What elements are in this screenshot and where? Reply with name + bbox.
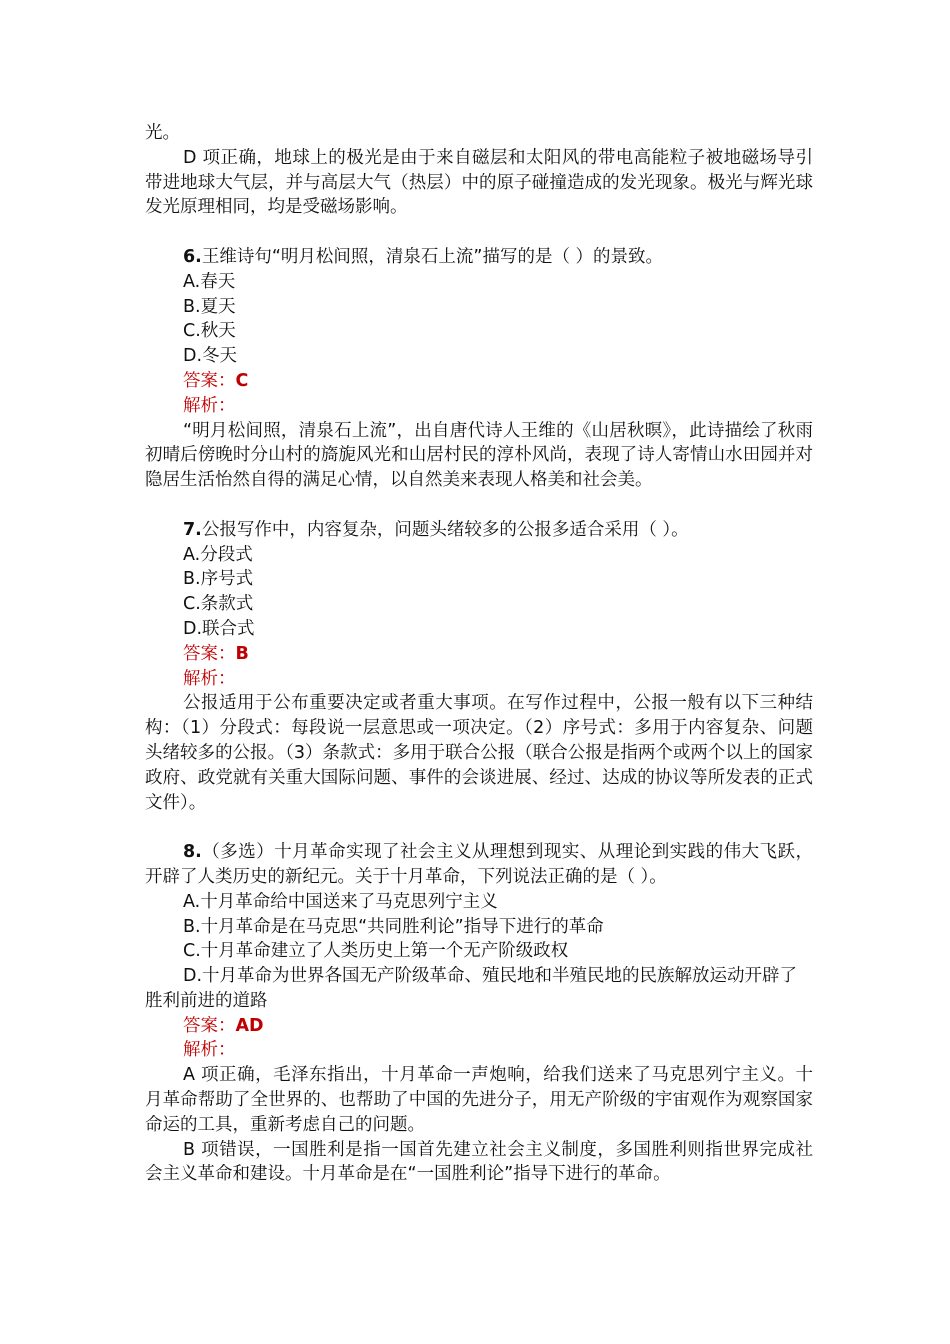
- analysis-text: B 项错误，一国胜利是指一国首先建立社会主义制度，多国胜利则指世界完成社会主义革命和建设。十月革命是在“一国胜利论”指导下进行的革命。: [145, 1139, 813, 1185]
- answer-label: 答案：: [183, 1015, 236, 1036]
- answer-value: B: [235, 643, 249, 664]
- spacer: [145, 220, 813, 245]
- answer-value: AD: [235, 1015, 264, 1036]
- question-text: 王维诗句“明月松间照，清泉石上流”描写的是（ ）的景致。: [201, 246, 664, 267]
- option-a: A.十月革命给中国送来了马克思列宁主义: [183, 891, 498, 912]
- document-page: [145, 121, 813, 1187]
- answer-value: C: [235, 370, 249, 391]
- option-c: C.十月革命建立了人类历史上第一个无产阶级政权: [183, 941, 569, 962]
- previous-paragraph-tail: 光。: [145, 123, 180, 143]
- option-c: C.秋天: [183, 321, 236, 342]
- option-d: D.十月革命为世界各国无产阶级革命、殖民地和半殖民地的民族解放运动开辟了胜利前进的道路: [145, 966, 798, 1011]
- answer-line: [145, 369, 813, 394]
- analysis-label: 解析：: [183, 1040, 236, 1061]
- analysis-label: 解析：: [183, 668, 236, 689]
- answer-line: [145, 1014, 813, 1039]
- option-c: C.条款式: [183, 594, 254, 615]
- option-d: D.冬天: [183, 346, 238, 367]
- question-stem: [145, 840, 813, 890]
- question-text: 公报写作中，内容复杂，问题头绪较多的公报多适合采用（ ）。: [201, 519, 689, 540]
- answer-line: [145, 642, 813, 667]
- option-a: A.春天: [183, 271, 236, 292]
- question-stem: [145, 245, 813, 270]
- analysis-label: 解析：: [183, 395, 236, 416]
- answer-label: 答案：: [183, 643, 236, 664]
- question-7: [145, 518, 813, 816]
- option-d-explanation: D 项正确，地球上的极光是由于来自磁层和太阳风的带电高能粒子被地磁场导引带进地球大气层，并与高层大气（热层）中的原子碰撞造成的发光现象。极光与辉光球发光原理相同，均是受磁场影响。: [145, 147, 813, 218]
- question-number: 7.: [183, 519, 202, 540]
- analysis-text: 公报适用于公布重要决定或者重大事项。在写作过程中，公报一般有以下三种结构：（1）分段式：每段说一层意思或一项决定。（2）序号式：多用于内容复杂、问题头绪较多的公报。（3）条款式：多用于联合公报（联合公报是指两个或两个以上的国家政府、政党就有关重大国际问题、事件的会谈进展、经过、达成的协议等所发表的正式文件）。: [145, 693, 813, 813]
- question-number: 8.: [183, 842, 202, 863]
- option-b: B.序号式: [183, 569, 254, 590]
- option-b: B.夏天: [183, 296, 236, 317]
- analysis-text: “明月松间照，清泉石上流”，出自唐代诗人王维的《山居秋暝》，此诗描绘了秋雨初晴后傍晚时分山村的旖旎风光和山居村民的淳朴风尚，表现了诗人寄情山水田园并对隐居生活怡然自得的满足心情，以自然美来表现人格美和社会美。: [145, 420, 813, 491]
- analysis-text: A 项正确，毛泽东指出，十月革命一声炮响，给我们送来了马克思列宁主义。十月革命帮助了全世界的、也帮助了中国的先进分子，用无产阶级的宇宙观作为观察国家命运的工具，重新考虑自己的问题。: [145, 1065, 813, 1135]
- question-8: [145, 840, 813, 1187]
- option-a: A.分段式: [183, 544, 253, 565]
- question-text: （多选）十月革命实现了社会主义从理想到现实、从理论到实践的伟大飞跃，开辟了人类历史的新纪元。关于十月革命，下列说法正确的是（ ）。: [145, 842, 813, 887]
- option-b: B.十月革命是在马克思“共同胜利论”指导下进行的革命: [183, 916, 604, 937]
- question-stem: [145, 518, 813, 543]
- question-number: 6.: [183, 246, 202, 267]
- answer-label: 答案：: [183, 370, 236, 391]
- spacer: [145, 815, 813, 840]
- option-d: D.联合式: [183, 618, 255, 639]
- question-6: [145, 245, 813, 493]
- spacer: [145, 493, 813, 518]
